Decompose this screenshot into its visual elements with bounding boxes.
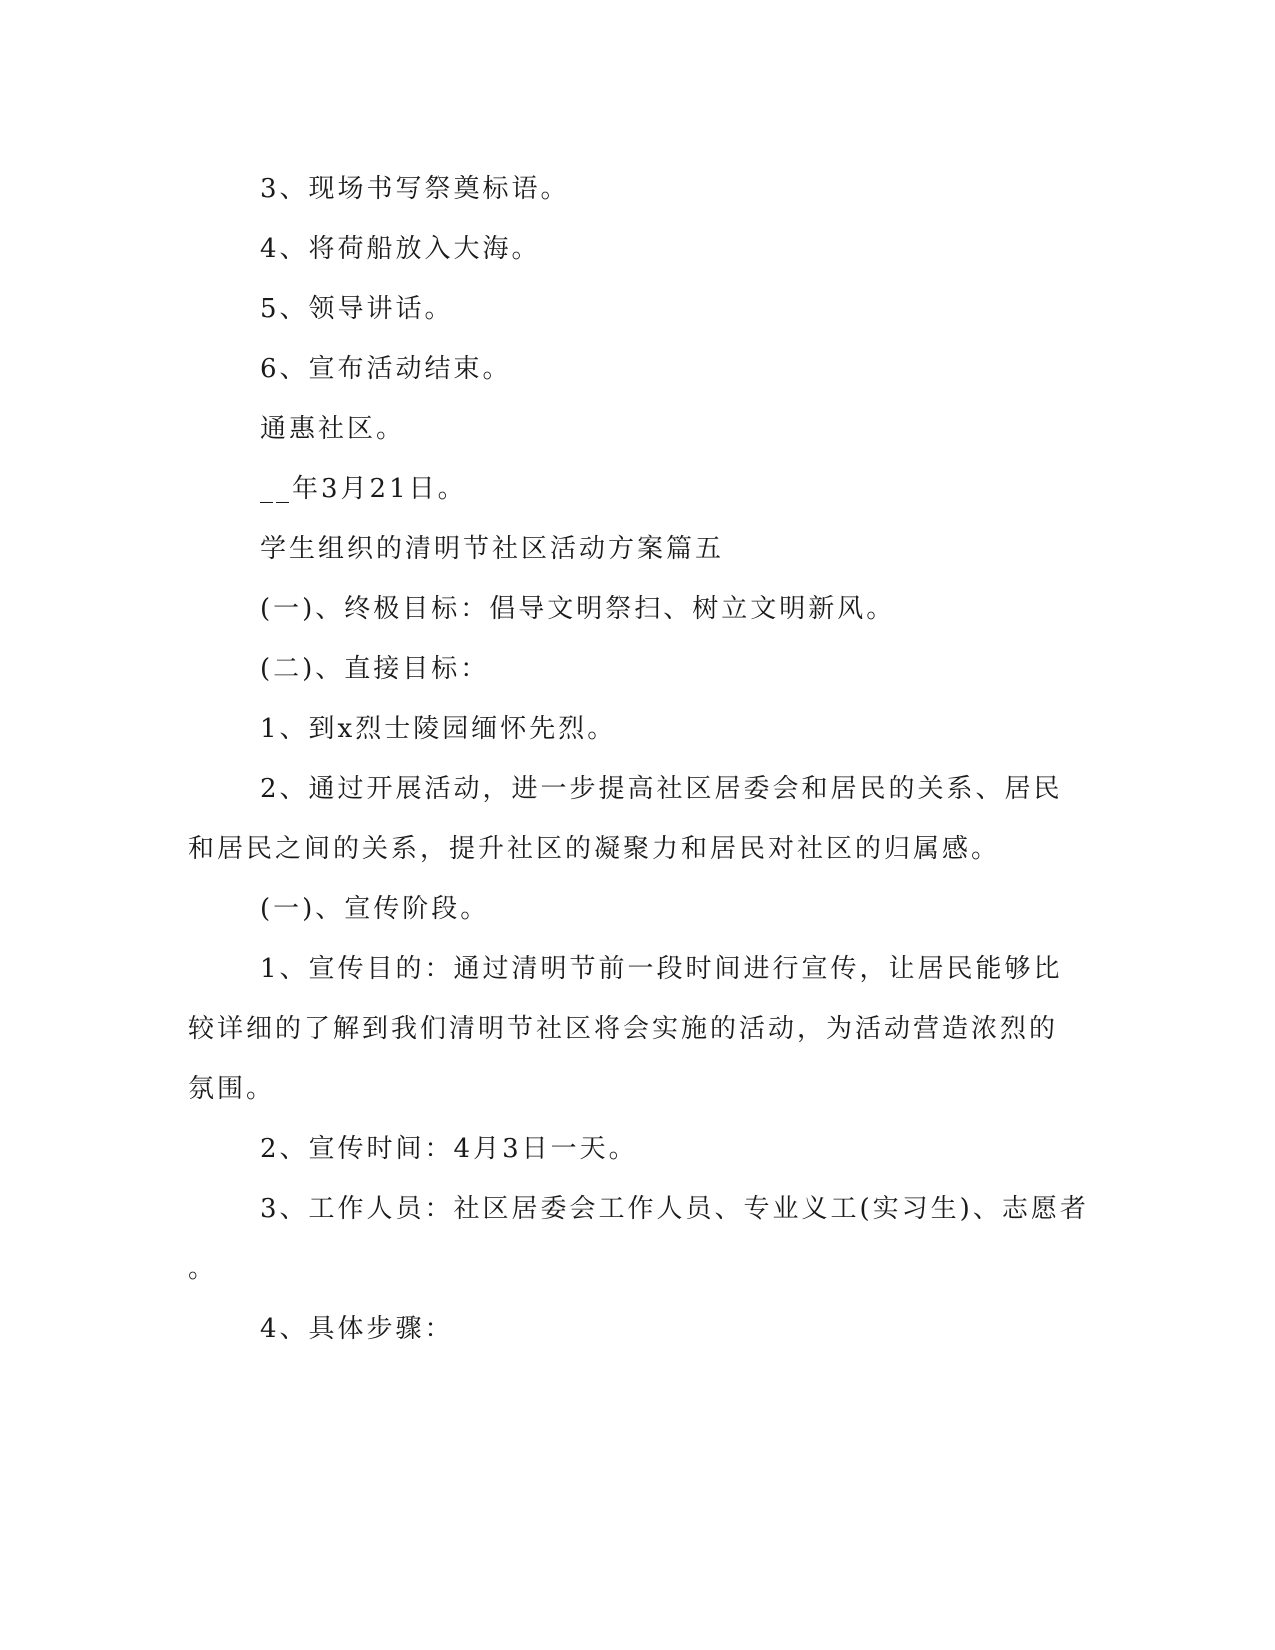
- paragraph-continuation: 和居民之间的关系，提升社区的凝聚力和居民对社区的归属感。: [188, 834, 1001, 864]
- paragraph: 3、工作人员：社区居委会工作人员、专业义工(实习生)、志愿者: [260, 1194, 1089, 1224]
- paragraph: (一)、宣传阶段。: [260, 894, 490, 924]
- paragraph-continuation: 较详细的了解到我们清明节社区将会实施的活动，为活动营造浓烈的: [188, 1014, 1059, 1044]
- paragraph: 1、到x烈士陵园缅怀先烈。: [260, 714, 617, 744]
- paragraph: 3、现场书写祭奠标语。: [260, 174, 570, 204]
- paragraph: 5、领导讲话。: [260, 294, 454, 324]
- paragraph-continuation: 。: [188, 1254, 218, 1284]
- paragraph: (二)、直接目标：: [260, 654, 490, 684]
- signature-date: __年3月21日。: [260, 474, 467, 504]
- section-title: 学生组织的清明节社区活动方案篇五: [260, 534, 725, 564]
- paragraph: 1、宣传目的：通过清明节前一段时间进行宣传，让居民能够比: [260, 954, 1063, 984]
- paragraph: 2、通过开展活动，进一步提高社区居委会和居民的关系、居民: [260, 774, 1063, 804]
- paragraph: 6、宣布活动结束。: [260, 354, 512, 384]
- paragraph: (一)、终极目标：倡导文明祭扫、树立文明新风。: [260, 594, 896, 624]
- paragraph: 2、宣传时间：4月3日一天。: [260, 1134, 638, 1164]
- paragraph: 4、具体步骤：: [260, 1314, 454, 1344]
- paragraph-continuation: 氛围。: [188, 1074, 276, 1104]
- paragraph: 4、将荷船放入大海。: [260, 234, 541, 264]
- signature-organization: 通惠社区。: [260, 414, 406, 444]
